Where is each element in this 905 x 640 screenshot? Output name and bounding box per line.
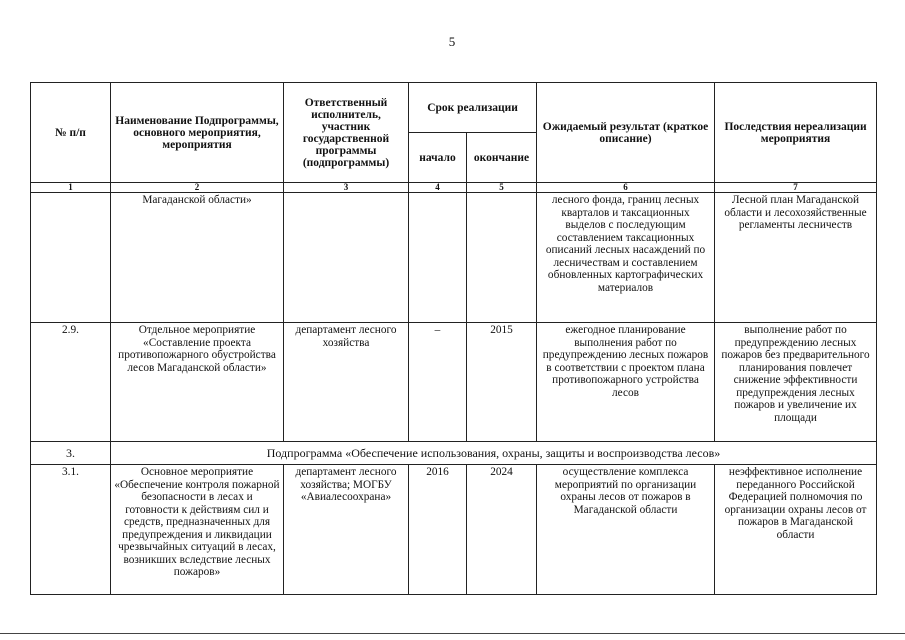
column-number: 3 xyxy=(284,183,409,193)
row-num: 3.1. xyxy=(31,465,111,595)
header-num: № п/п xyxy=(31,83,111,183)
row-num: 2.9. xyxy=(31,323,111,442)
column-number: 2 xyxy=(111,183,284,193)
row-num xyxy=(31,193,111,323)
table-row xyxy=(31,193,877,323)
row-executor: департамент лесного хозяйства xyxy=(284,323,409,442)
table-row xyxy=(31,465,877,595)
row-name: Магаданской области» xyxy=(111,193,284,323)
row-end xyxy=(467,193,537,323)
row-start: 2016 xyxy=(409,465,467,595)
row-consequences: выполнение работ по предупреждению лесных пожаров без предварительного планирования повлечет снижение эффективности предупреждения лесных пожаров и увеличение их площади xyxy=(715,323,877,442)
table-row xyxy=(31,323,877,442)
row-executor xyxy=(284,193,409,323)
row-consequences: Лесной план Магаданской области и лесохозяйственные регламенты лесничеств xyxy=(715,193,877,323)
row-end: 2015 xyxy=(467,323,537,442)
row-name: Отдельное мероприятие «Составление проекта противопожарного обустройства лесов Магаданской области» xyxy=(111,323,284,442)
column-number: 4 xyxy=(409,183,467,193)
header-end: окончание xyxy=(467,133,537,183)
row-start xyxy=(409,193,467,323)
row-start: – xyxy=(409,323,467,442)
program-table xyxy=(30,82,877,595)
page-number: 5 xyxy=(448,34,456,49)
header-result: Ожидаемый результат (краткое описание) xyxy=(537,83,715,183)
column-number: 6 xyxy=(537,183,715,193)
header-consequences: Последствия нереализации мероприятия xyxy=(715,83,877,183)
column-number: 1 xyxy=(31,183,111,193)
page-bottom-rule xyxy=(0,633,905,634)
subprogram-row xyxy=(31,442,877,465)
column-number: 7 xyxy=(715,183,877,193)
row-result: лесного фонда, границ лесных кварталов и таксационных выделов с последующим составлением таксационных описаний лесных насаждений по лесничествам и составлением обновленных картографических материалов xyxy=(537,193,715,323)
header-start: начало xyxy=(409,133,467,183)
row-result: ежегодное планирование выполнения работ по предупреждению лесных пожаров в соответствии с проектом плана противопожарного устройства лесов xyxy=(537,323,715,442)
row-result: осуществление комплекса мероприятий по организации охраны лесов от пожаров в Магаданской области xyxy=(537,465,715,595)
row-end: 2024 xyxy=(467,465,537,595)
row-num: 3. xyxy=(31,442,111,465)
row-consequences: неэффективное исполнение переданного Российской Федерацией полномочия по организации охраны лесов от пожаров в Магаданской области xyxy=(715,465,877,595)
header-name: Наименование Подпрограммы, основного мероприятия, мероприятия xyxy=(111,83,284,183)
row-name: Основное мероприятие «Обеспечение контроля пожарной безопасности в лесах и готовности к действиям сил и средств, предназначенных для предупреждения и ликвидации чрезвычайных ситуаций в лесах, возникших вследствие лесных пожаров» xyxy=(111,465,284,595)
row-executor: департамент лесного хозяйства; МОГБУ «Авиалесоохрана» xyxy=(284,465,409,595)
header-executor: Ответственный исполнитель, участник государственной программы (подпрограммы) xyxy=(284,83,409,183)
subprogram-title: Подпрограмма «Обеспечение использования, охраны, защиты и воспроизводства лесов» xyxy=(111,442,877,465)
column-number: 5 xyxy=(467,183,537,193)
header-term: Срок реализации xyxy=(409,83,537,133)
